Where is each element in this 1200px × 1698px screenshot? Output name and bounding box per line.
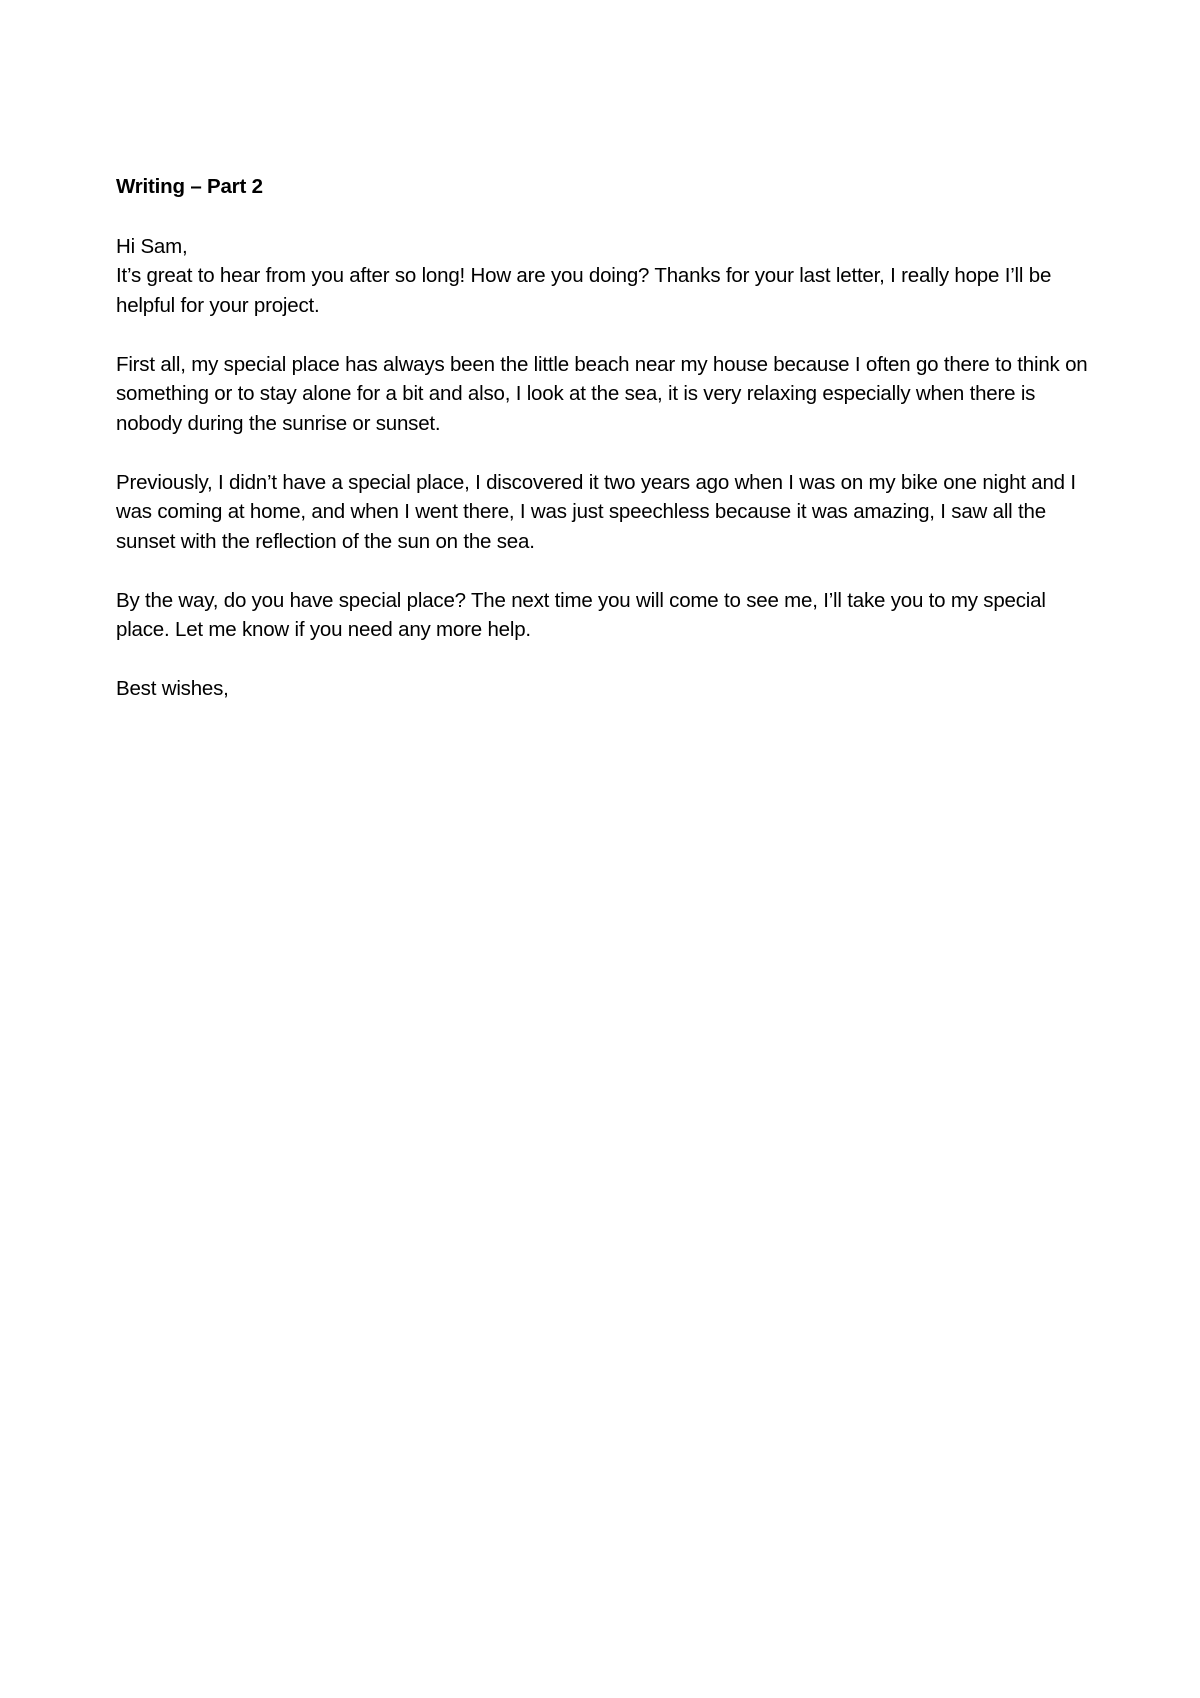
document-body	[116, 172, 1096, 704]
paragraph-invitation: By the way, do you have special place? The next time you will come to see me, I’ll take you to my special place. Let me know if you need any more help.	[116, 588, 1046, 641]
paragraph-intro: It’s great to hear from you after so long! How are you doing? Thanks for your last letter, I really hope I’ll be helpful for your project.	[116, 264, 1052, 317]
paragraph-special-place: First all, my special place has always been the little beach near my house because I often go there to think on something or to stay alone for a bit and also, I look at the sea, it is very relaxing especially when there is nobody during the sunrise or sunset.	[116, 352, 1088, 435]
letter-greeting: Hi Sam,	[116, 234, 188, 258]
letter-closing: Best wishes,	[116, 677, 229, 700]
document-title: Writing – Part 2	[116, 175, 263, 198]
paragraph-discovery: Previously, I didn’t have a special place, I discovered it two years ago when I was on my bike one night and I was coming at home, and when I went there, I was just speechless because it was amazing, I saw all the sunset with the reflection of the sun on the sea.	[116, 470, 1076, 553]
